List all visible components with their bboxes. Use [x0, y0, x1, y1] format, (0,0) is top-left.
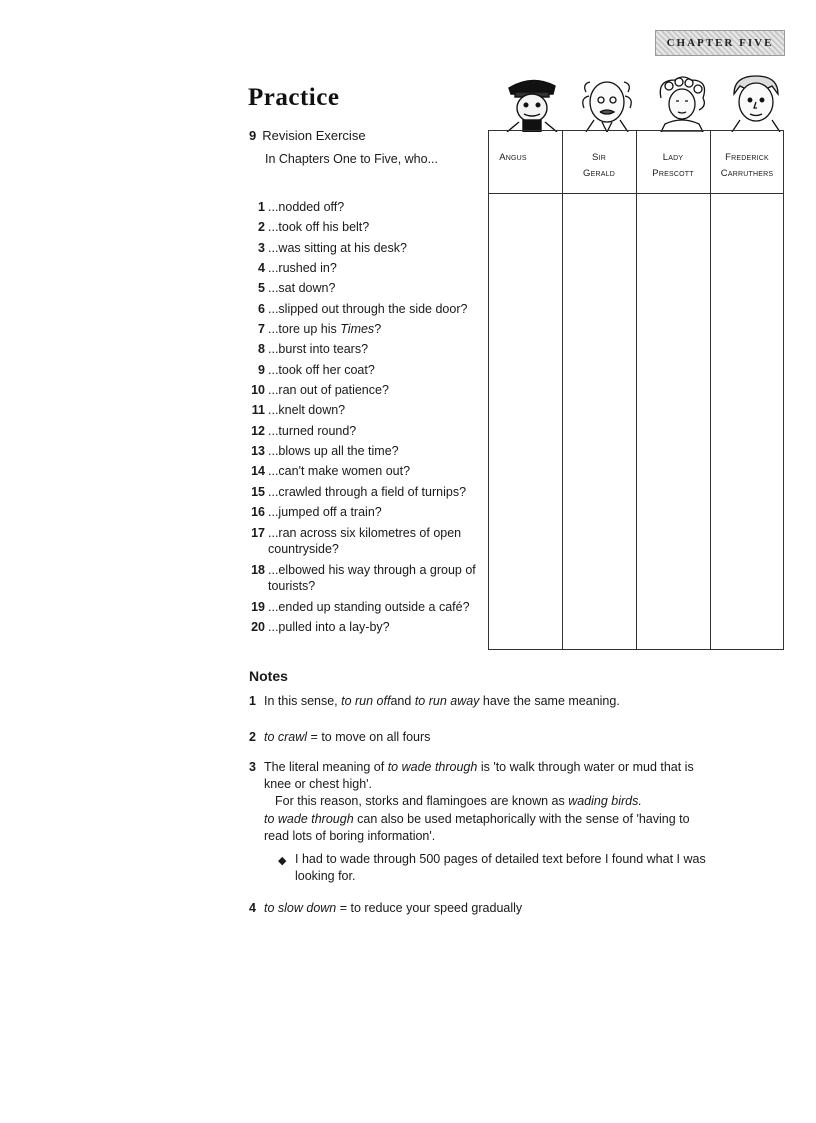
column-header-sir-gerald: Sir Gerald [583, 152, 615, 179]
exercise-number: 9 [249, 128, 257, 143]
list-item: 6 ...slipped out through the side door? [258, 301, 468, 316]
bullet-icon: ◆ [278, 855, 287, 867]
frederick-carruthers-portrait-icon [732, 76, 780, 132]
lady-prescott-portrait-icon [660, 77, 704, 132]
list-item: 19 ...ended up standing outside a café? [251, 599, 470, 614]
list-item: 13 ...blows up all the time? [251, 444, 399, 459]
exercise-prompt: In Chapters One to Five, who... [265, 152, 438, 166]
list-item: 12 ...turned round? [251, 423, 357, 438]
grid-header-divider [488, 193, 784, 194]
column-header-frederick-carruthers: Frederick Carruthers [720, 152, 774, 179]
list-item: 17 ...ran across six kilometres of open countryside? [251, 525, 462, 556]
list-item: 10 ...ran out of patience? [251, 383, 389, 398]
list-item: 14 ...can't make women out? [251, 464, 411, 479]
list-item: 18 ...elbowed his way through a group of tourists? [251, 562, 476, 593]
column-header-lady-prescott: Lady Prescott [652, 152, 694, 179]
list-item: 9 ...took off her coat? [258, 362, 375, 377]
grid-divider [636, 130, 637, 650]
list-item: 4 ...rushed in? [258, 261, 337, 276]
list-item: 7 ...tore up his Times? [258, 322, 382, 337]
list-item: 11 ...knelt down? [251, 403, 346, 418]
example-sentence: I had to wade through 500 pages of detailed text before I found what I was looking for. [295, 852, 706, 883]
list-item: 5 ...sat down? [258, 281, 336, 296]
page-title: Practice [248, 84, 340, 111]
exercise-heading [249, 128, 366, 143]
sir-gerald-portrait-icon [583, 82, 631, 132]
list-item: 20 ...pulled into a lay-by? [251, 619, 390, 634]
grid-divider [710, 130, 711, 650]
column-header-angus: Angus [499, 152, 527, 163]
list-item: 15 ...crawled through a field of turnips? [251, 484, 467, 499]
list-item: 2 ...took off his belt? [258, 220, 370, 235]
list-item: 1 ...nodded off? [258, 200, 345, 214]
angus-portrait-icon [507, 80, 557, 132]
exercise-title: Revision Exercise [262, 128, 366, 143]
list-item: 3 ...was sitting at his desk? [258, 240, 407, 255]
character-illustrations [497, 70, 787, 132]
notes-title: Notes [249, 668, 288, 684]
question-list [248, 197, 488, 637]
list-item: 16 ...jumped off a train? [251, 505, 382, 520]
grid-divider [562, 130, 563, 650]
list-item: 8 ...burst into tears? [258, 342, 369, 357]
chapter-tab: CHAPTER FIVE [655, 30, 785, 56]
